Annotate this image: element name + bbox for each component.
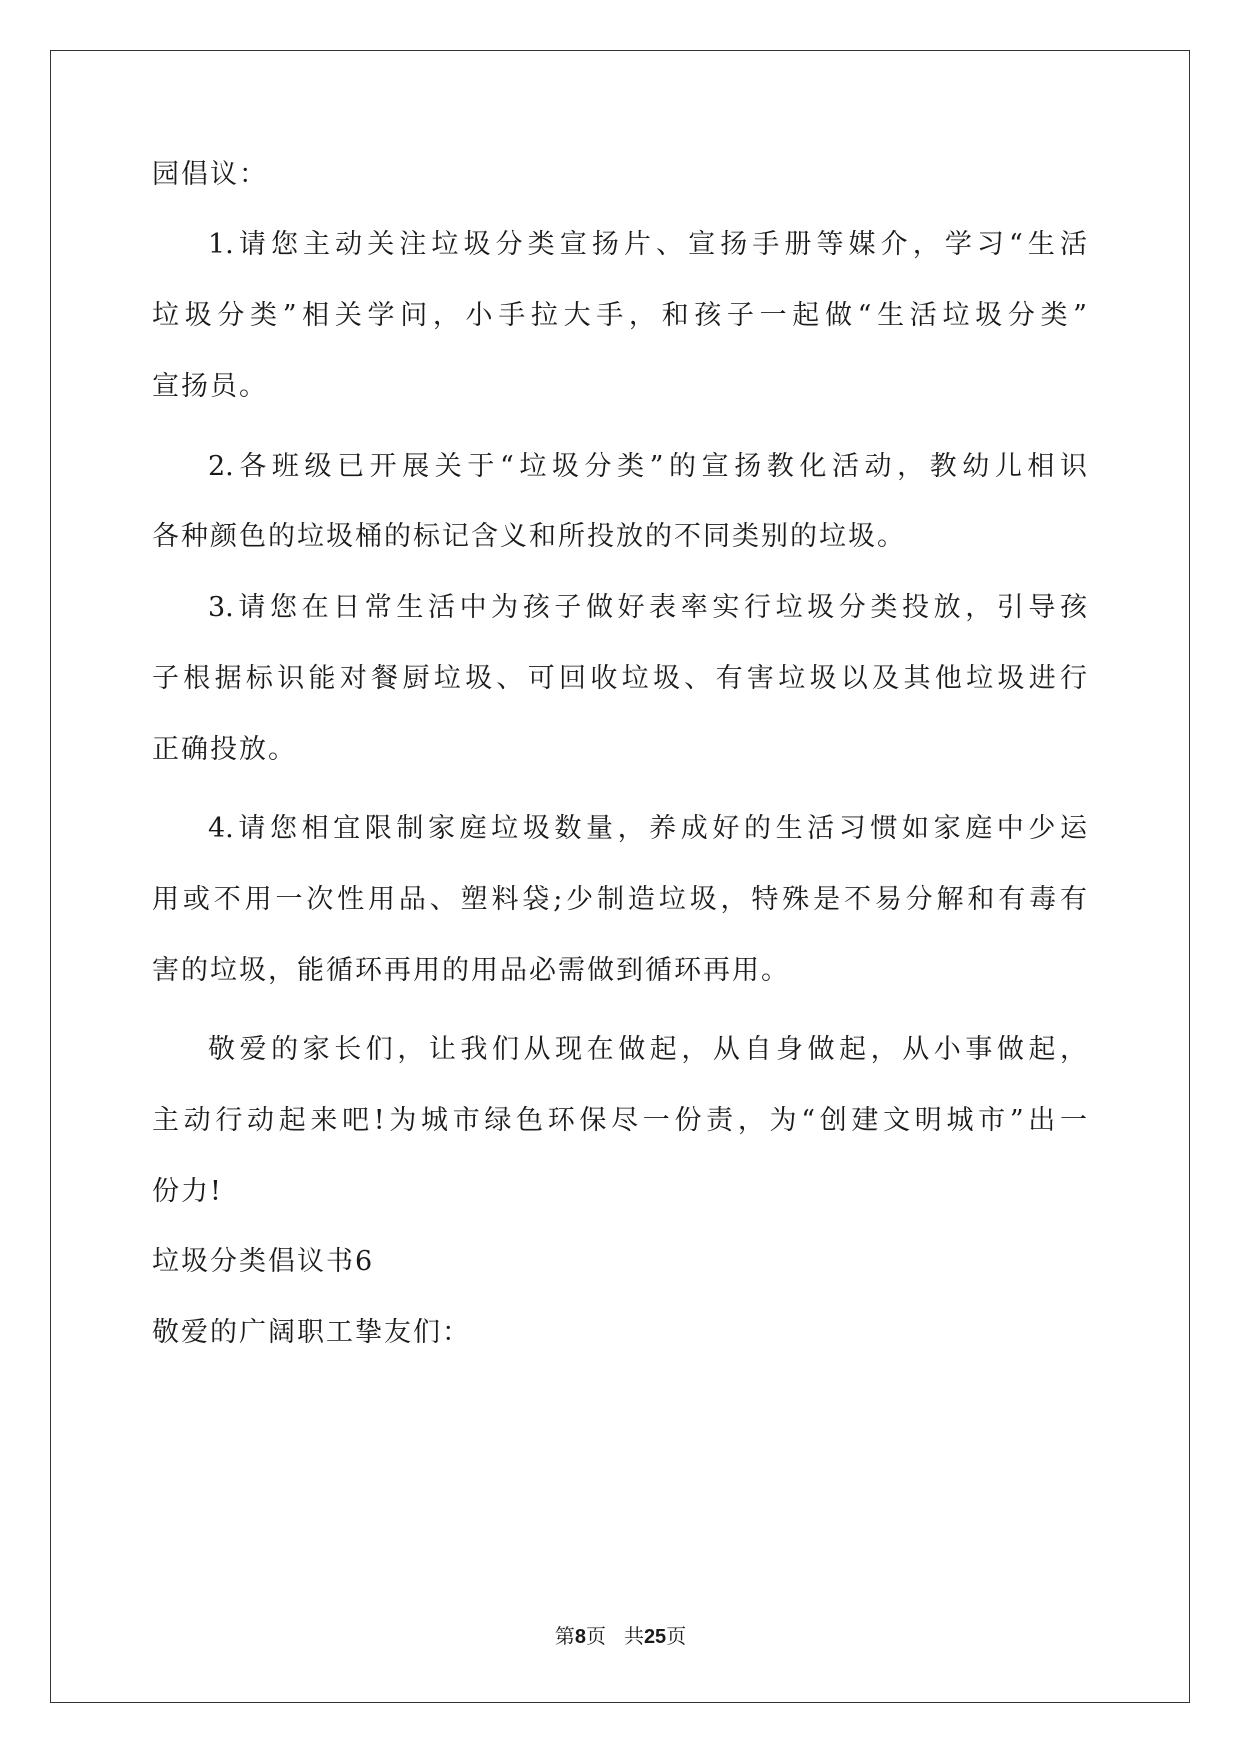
text-line: 份力! — [152, 1176, 223, 1207]
page-prefix: 第 — [554, 1624, 575, 1648]
text-line: 子根据标识能对餐厨垃圾、可回收垃圾、有害垃圾以及其他垃圾进行 — [152, 663, 1087, 694]
text-line: 害的垃圾，能循环再用的用品必需做到循环再用。 — [152, 955, 790, 986]
section-heading: 垃圾分类倡议书6 — [152, 1246, 375, 1277]
salutation: 敬爱的广阔职工挚友们： — [152, 1317, 471, 1348]
text-line: 正确投放。 — [152, 734, 297, 765]
text-line: 园倡议： — [152, 159, 268, 190]
page-number: 8 — [574, 1626, 586, 1648]
page-suffix: 页 — [585, 1624, 606, 1648]
text-line: 用或不用一次性用品、塑料袋;少制造垃圾，特殊是不易分解和有毒有 — [152, 884, 1087, 915]
text-line: 宣扬员。 — [152, 371, 268, 402]
text-line: 2.各班级已开展关于“垃圾分类”的宣扬教化活动，教幼儿相识 — [208, 451, 1087, 482]
total-prefix: 共 — [623, 1624, 644, 1648]
total-pages: 25 — [643, 1626, 667, 1648]
text-line: 垃圾分类”相关学问，小手拉大手，和孩子一起做“生活垃圾分类” — [152, 300, 1087, 331]
text-line: 1.请您主动关注垃圾分类宣扬片、宣扬手册等媒介，学习“生活 — [208, 229, 1087, 260]
total-suffix: 页 — [666, 1624, 687, 1648]
text-line: 主动行动起来吧!为城市绿色环保尽一份责，为“创建文明城市”出一 — [152, 1105, 1087, 1136]
text-line: 4.请您相宜限制家庭垃圾数量，养成好的生活习惯如家庭中少运 — [208, 813, 1087, 844]
text-line: 各种颜色的垃圾桶的标记含义和所投放的不同类别的垃圾。 — [152, 521, 906, 552]
text-line: 敬爱的家长们，让我们从现在做起，从自身做起，从小事做起， — [208, 1034, 1087, 1065]
text-line: 3.请您在日常生活中为孩子做好表率实行垃圾分类投放，引导孩 — [208, 592, 1087, 623]
page-footer — [0, 1622, 1241, 1651]
